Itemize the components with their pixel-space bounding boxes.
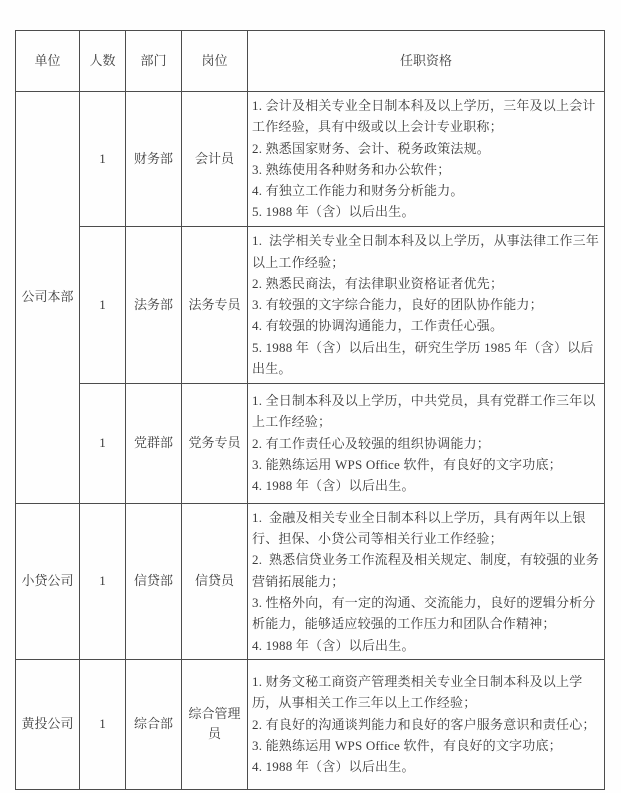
- table-row: [16, 226, 605, 383]
- qualification-line: 1. 财务文秘工商资产管理类相关专业全日制本科及以上学历，从事相关工作三年以上工作经验；: [252, 674, 583, 711]
- qualification-line: 2. 熟悉信贷业务工作流程及相关规定、制度，有较强的业务营销拓展能力；: [252, 552, 600, 589]
- unit-cell: 公司本部: [16, 92, 80, 504]
- qualification-line: 5. 1988 年（含）以后出生，研究生学历 1985 年（含）以后出生。: [252, 339, 594, 377]
- header-position: 岗位: [182, 31, 248, 92]
- position-cell: 信贷员: [182, 503, 248, 659]
- qualification-line: 3. 能熟练运用 WPS Office 软件，有良好的文字功底；: [252, 738, 562, 753]
- header-qualifications: 任职资格: [248, 31, 605, 92]
- position-cell: 会计员: [182, 92, 248, 227]
- dept-cell: 法务部: [126, 226, 182, 383]
- qualifications-cell: [248, 226, 605, 383]
- qualifications-cell: [248, 503, 605, 659]
- count-cell: 1: [80, 503, 126, 659]
- header-row: [16, 31, 605, 92]
- qualifications-cell: [248, 92, 605, 227]
- dept-cell: 信贷部: [126, 503, 182, 659]
- unit-cell: 黄投公司: [16, 659, 80, 789]
- unit-cell: 小贷公司: [16, 503, 80, 659]
- recruitment-table: [15, 30, 605, 790]
- qualification-line: 4. 有独立工作能力和财务分析能力。: [252, 183, 464, 199]
- qualifications-cell: [248, 659, 605, 789]
- count-cell: 1: [80, 383, 126, 503]
- qualification-line: 1. 会计及相关专业全日制本科及以上学历，三年及以上会计工作经验，具有中级或以上会计专业职称；: [252, 98, 596, 135]
- qualification-line: 2. 熟悉民商法，有法律职业资格证者优先；: [252, 275, 504, 291]
- qualification-line: 3. 熟练使用各种财务和办公软件；: [252, 161, 451, 177]
- dept-cell: 财务部: [126, 92, 182, 227]
- header-dept: 部门: [126, 31, 182, 92]
- header-unit: 单位: [16, 31, 80, 92]
- qualifications-cell: [248, 383, 605, 503]
- qualification-line: 3. 能熟练运用 WPS Office 软件，有良好的文字功底；: [252, 456, 562, 472]
- count-cell: 1: [80, 659, 126, 789]
- qualification-line: 4. 有较强的协调沟通能力，工作责任心强。: [252, 318, 504, 334]
- qualification-line: 5. 1988 年（含）以后出生。: [252, 204, 415, 220]
- position-cell: 综合管理员: [182, 659, 248, 789]
- count-cell: 1: [80, 92, 126, 227]
- table-row: [16, 92, 605, 227]
- count-cell: 1: [80, 226, 126, 383]
- qualification-line: 2. 有工作责任心及较强的组织协调能力；: [252, 435, 491, 451]
- table-row: [16, 659, 605, 789]
- qualification-line: 1. 法学相关专业全日制本科及以上学历，从事法律工作三年以上工作经验；: [252, 233, 600, 270]
- position-cell: 法务专员: [182, 226, 248, 383]
- position-cell: 党务专员: [182, 383, 248, 503]
- qualification-line: 3. 性格外向，有一定的沟通、交流能力，良好的逻辑分析分析能力，能够适应较强的工作压力和团队合作精神；: [252, 594, 596, 632]
- dept-cell: 综合部: [126, 659, 182, 789]
- qualification-line: 1. 全日制本科及以上学历，中共党员，具有党群工作三年以上工作经验；: [252, 393, 596, 430]
- table-row: [16, 503, 605, 659]
- qualification-line: 1. 金融及相关专业全日制本科以上学历，具有两年以上银行、担保、小贷公司等相关行业工作经验；: [252, 509, 586, 547]
- qualification-line: 2. 有良好的沟通谈判能力和良好的客户服务意识和责任心；: [252, 716, 596, 732]
- qualification-line: 4. 1988 年（含）以后出生。: [252, 759, 415, 775]
- qualification-line: 4. 1988 年（含）以后出生。: [252, 637, 415, 653]
- table-row: [16, 383, 605, 503]
- qualification-line: 2. 熟悉国家财务、会计、税务政策法规。: [252, 140, 491, 156]
- qualification-line: 4. 1988 年（含）以后出生。: [252, 478, 415, 494]
- dept-cell: 党群部: [126, 383, 182, 503]
- qualification-line: 3. 有较强的文字综合能力，良好的团队协作能力；: [252, 297, 543, 313]
- header-count: 人数: [80, 31, 126, 92]
